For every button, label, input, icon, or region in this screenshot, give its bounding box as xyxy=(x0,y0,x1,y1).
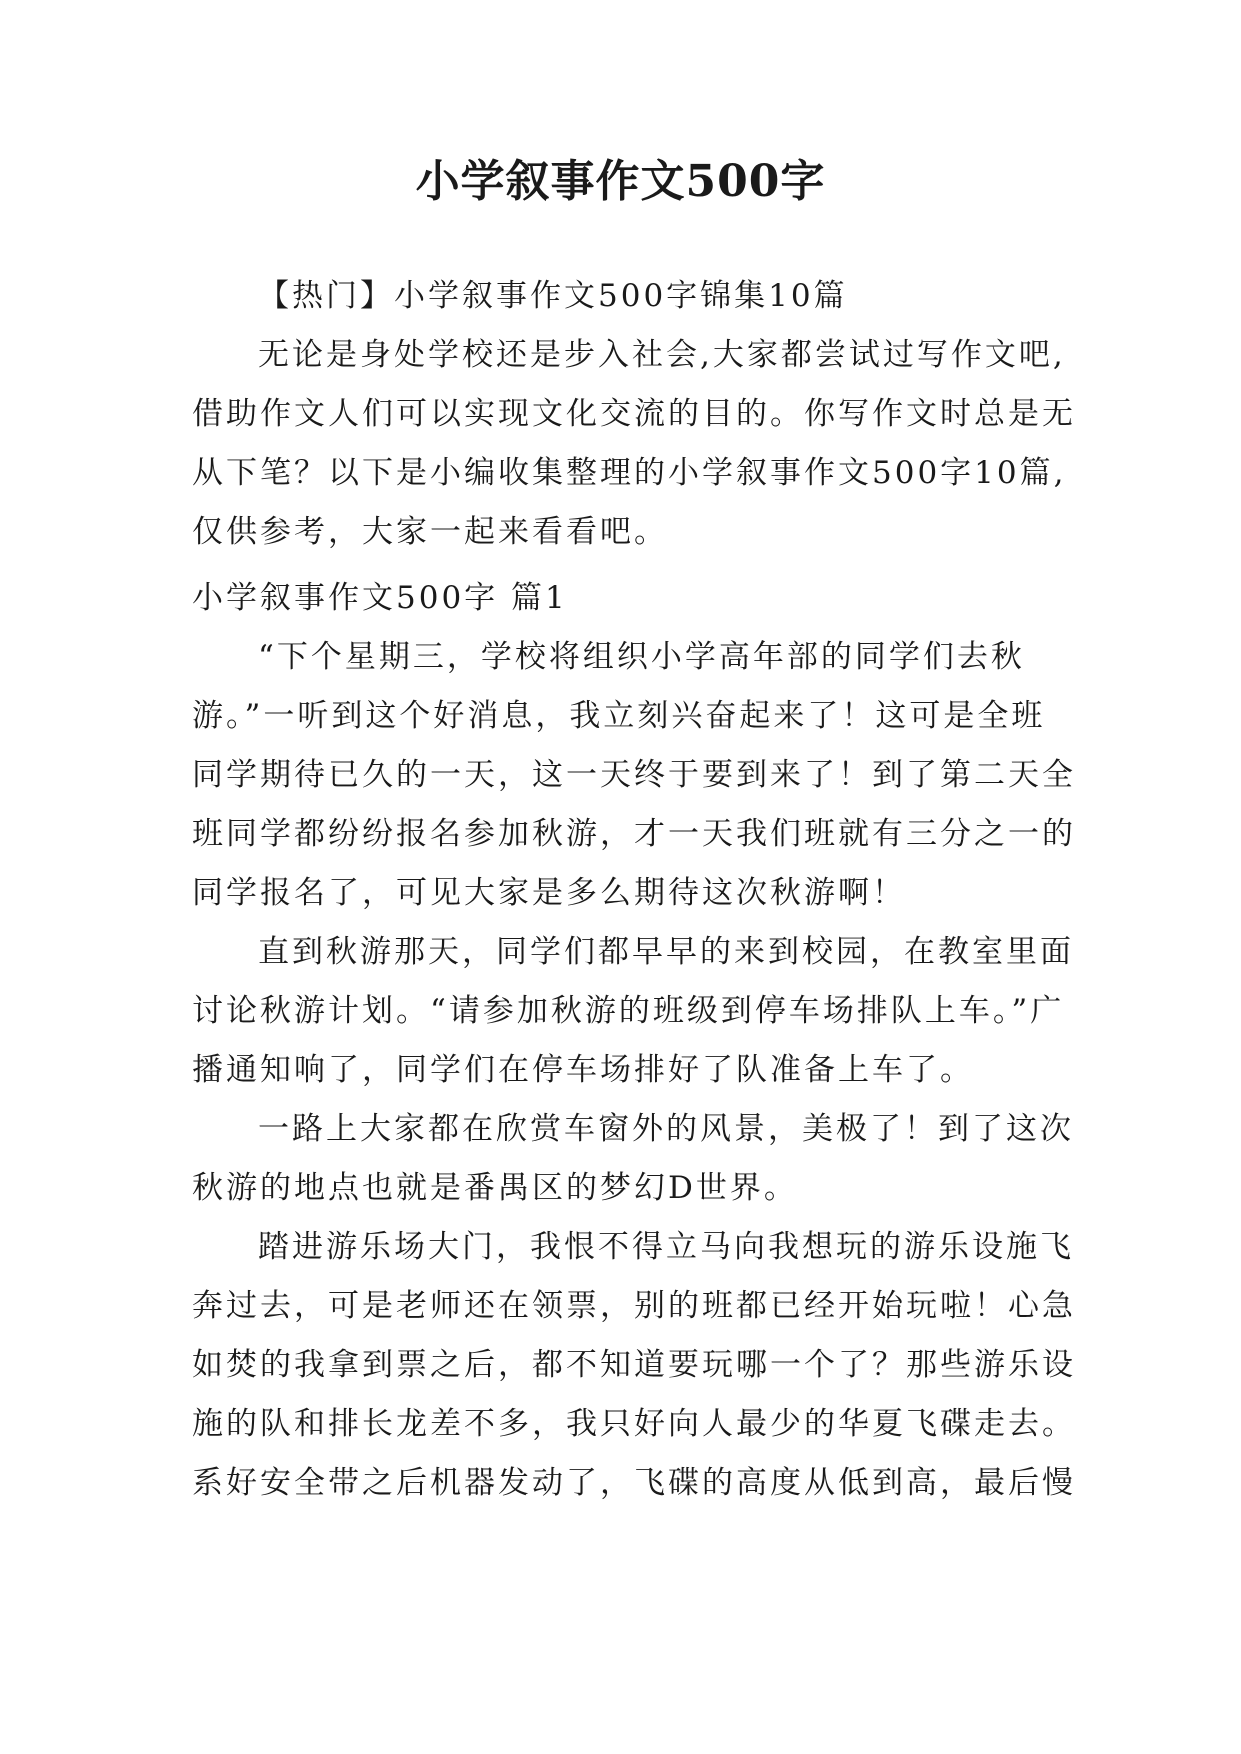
document-body xyxy=(192,267,1076,562)
paragraph-line: “下个星期三，学校将组织小学高年部的同学们去秋 xyxy=(258,639,1025,675)
paragraph-line: 踏进游乐场大门，我恨不得立马向我想玩的游乐设施飞 xyxy=(258,1229,1074,1265)
section-heading: 小学叙事作文500字 篇1 xyxy=(192,580,568,616)
paragraph-line: 如焚的我拿到票之后，都不知道要玩哪一个了？那些游乐设 xyxy=(192,1347,1076,1383)
intro-line: 无论是身处学校还是步入社会,大家都尝试过写作文吧, xyxy=(258,337,1066,373)
paragraph-line: 班同学都纷纷报名参加秋游，才一天我们班就有三分之一的 xyxy=(192,816,1076,852)
document-title: 小学叙事作文500字 xyxy=(415,156,826,207)
paragraph-line: 游。”一听到这个好消息，我立刻兴奋起来了！这可是全班 xyxy=(192,698,1046,734)
intro-line: 仅供参考，大家一起来看看吧。 xyxy=(192,514,668,550)
paragraph-line: 播通知响了，同学们在停车场排好了队准备上车了。 xyxy=(192,1052,974,1088)
paragraph-line: 一路上大家都在欣赏车窗外的风景，美极了！到了这次 xyxy=(258,1111,1074,1147)
paragraph-line: 奔过去，可是老师还在领票，别的班都已经开始玩啦！心急 xyxy=(192,1288,1076,1324)
intro-line: 从下笔？以下是小编收集整理的小学叙事作文500字10篇, xyxy=(192,455,1067,491)
paragraph-line: 同学报名了，可见大家是多么期待这次秋游啊！ xyxy=(192,875,906,911)
section-1 xyxy=(192,569,1076,1513)
paragraph-line: 讨论秋游计划。“请参加秋游的班级到停车场排队上车。”广 xyxy=(192,993,1065,1029)
paragraph-line: 直到秋游那天，同学们都早早的来到校园，在教室里面 xyxy=(258,934,1074,970)
paragraph-line: 秋游的地点也就是番禺区的梦幻D世界。 xyxy=(192,1170,798,1206)
paragraph-line: 同学期待已久的一天，这一天终于要到来了！到了第二天全 xyxy=(192,757,1076,793)
subtitle-line: 【热门】小学叙事作文500字锦集10篇 xyxy=(258,278,848,314)
paragraph-line: 施的队和排长龙差不多，我只好向人最少的华夏飞碟走去。 xyxy=(192,1406,1076,1442)
intro-line: 借助作文人们可以实现文化交流的目的。你写作文时总是无 xyxy=(192,396,1076,432)
paragraph-line: 系好安全带之后机器发动了，飞碟的高度从低到高，最后慢 xyxy=(192,1465,1076,1501)
